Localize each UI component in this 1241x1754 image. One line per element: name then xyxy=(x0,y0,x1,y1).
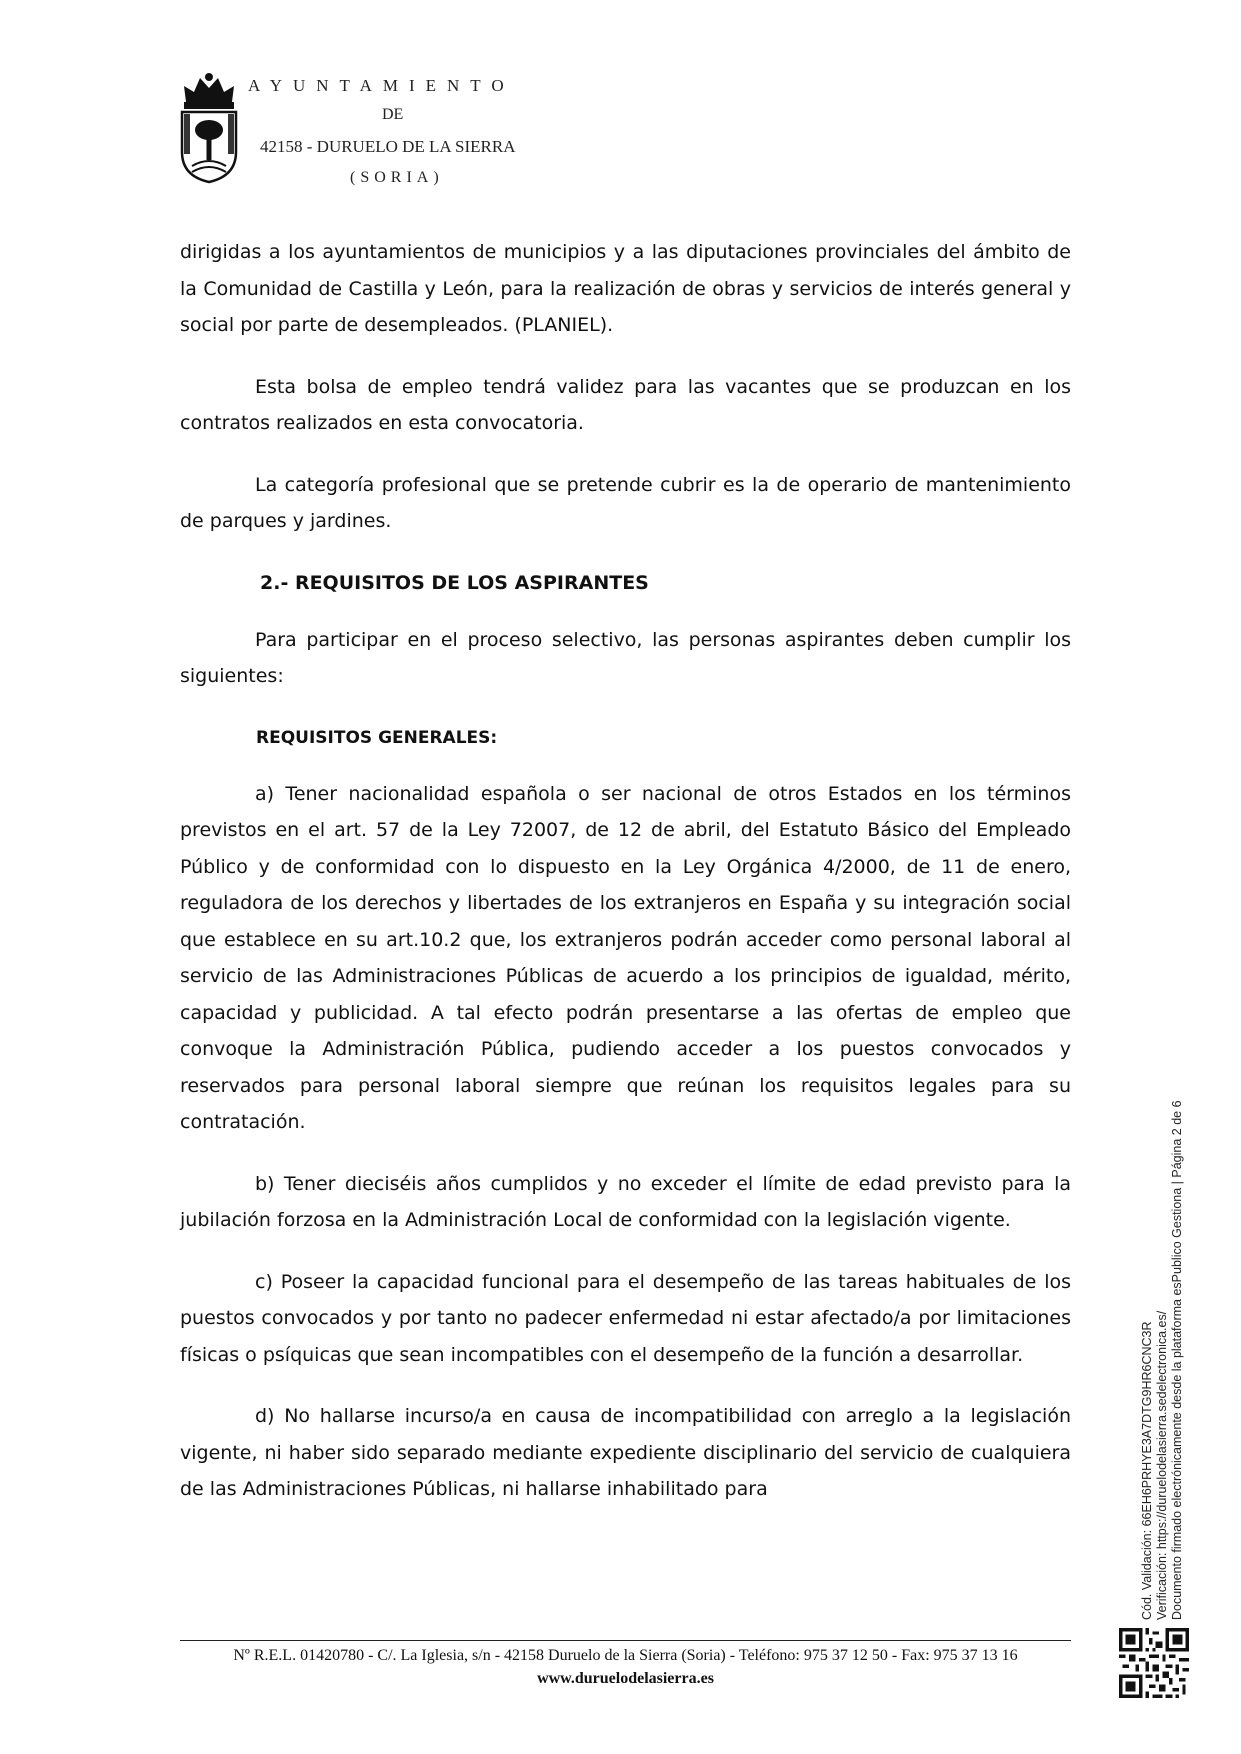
coat-of-arms-icon xyxy=(178,72,240,184)
paragraph-categoria: La categoría profesional que se pretende cubrir es la de operario de mantenimiento de parques y jardines. xyxy=(180,473,1071,532)
qr-code-icon xyxy=(1119,1628,1189,1698)
paragraph-participar: Para participar en el proceso selectivo, las personas aspirantes deben cumplir los siguientes: xyxy=(180,628,1071,687)
section-heading: 2.- REQUISITOS DE LOS ASPIRANTES xyxy=(260,571,649,594)
requirement-d: d) No hallarse incurso/a en causa de incompatibilidad con arreglo a la legislación vigente, ni haber sido separado mediante expediente disciplinario del servicio de cualquiera de las Administraciones Públicas, ni hallarse inhabilitado para xyxy=(180,1405,1071,1500)
header-province: (SORIA) xyxy=(350,169,444,186)
footer-divider xyxy=(180,1640,1071,1641)
letterhead xyxy=(178,72,578,202)
header-title: AYUNTAMIENTO xyxy=(248,76,515,95)
requirement-a: a) Tener nacionalidad española o ser nacional de otros Estados en los términos previstos en el art. 57 de la Ley 72007, de 12 de abril, del Estatuto Básico del Empleado Público y de conformidad con lo dispuesto en la Ley Orgánica 4/2000, de 11 de enero, reguladora de los derechos y libertades de los extranjeros en España y su integración social que establece en su art.10.2 que, los extranjeros podrán acceder como personal laboral al servicio de las Administraciones Públicas de acuerdo a los principios de igualdad, mérito, capacidad y publicidad. A tal efecto podrán presentarse a las ofertas de empleo que convoque la Administración Pública, pudiendo acceder a los puestos convocados y reservados para personal laboral siempre que reúnan los requisitos legales para su contratación. xyxy=(180,782,1071,1133)
footer-address: Nº R.E.L. 01420780 - C/. La Iglesia, s/n - 42158 Duruelo de la Sierra (Soria) - Teléfono: 975 37 12 50 - Fax: 975 37 13 16 xyxy=(233,1647,1018,1664)
document-body xyxy=(180,234,1071,1533)
paragraph-planiel: dirigidas a los ayuntamientos de municipios y a las diputaciones provinciales del ámbito de la Comunidad de Castilla y León, para la realización de obras y servicios de interés general y social por parte de desempleados. (PLANIEL). xyxy=(180,241,1071,336)
validation-code: Cód. Validación: 66EH6PRHYE3A7DTG9HR6CNC3R xyxy=(1140,1321,1154,1620)
signature-note: Documento firmado electrónicamente desde la plataforma esPublico Gestiona | Página 2 de 6 xyxy=(1170,1100,1184,1620)
paragraph-bolsa: Esta bolsa de empleo tendrá validez para las vacantes que se produzcan en los contratos realizados en esta convocatoria. xyxy=(180,375,1071,434)
subsection-heading: REQUISITOS GENERALES: xyxy=(256,727,498,748)
header-town: 42158 - DURUELO DE LA SIERRA xyxy=(260,137,516,156)
verification-url[interactable]: Verificación: https://duruelodelasierra.sedelectronica.es/ xyxy=(1155,1310,1169,1620)
header-de: DE xyxy=(382,106,404,123)
requirement-c: c) Poseer la capacidad funcional para el desempeño de las tareas habituales de los puestos convocados y por tanto no padecer enfermedad ni estar afectado/a por limitaciones físicas o psíquicas que sean incompatibles con el desempeño de la función a desarrollar. xyxy=(180,1270,1071,1366)
footer-website-link[interactable]: www.duruelodelasierra.es xyxy=(537,1670,714,1687)
requirement-b: b) Tener dieciséis años cumplidos y no exceder el límite de edad previsto para la jubilación forzosa en la Administración Local de conformidad con la legislación vigente. xyxy=(180,1172,1071,1231)
validation-sidebar xyxy=(1140,1100,1210,1620)
